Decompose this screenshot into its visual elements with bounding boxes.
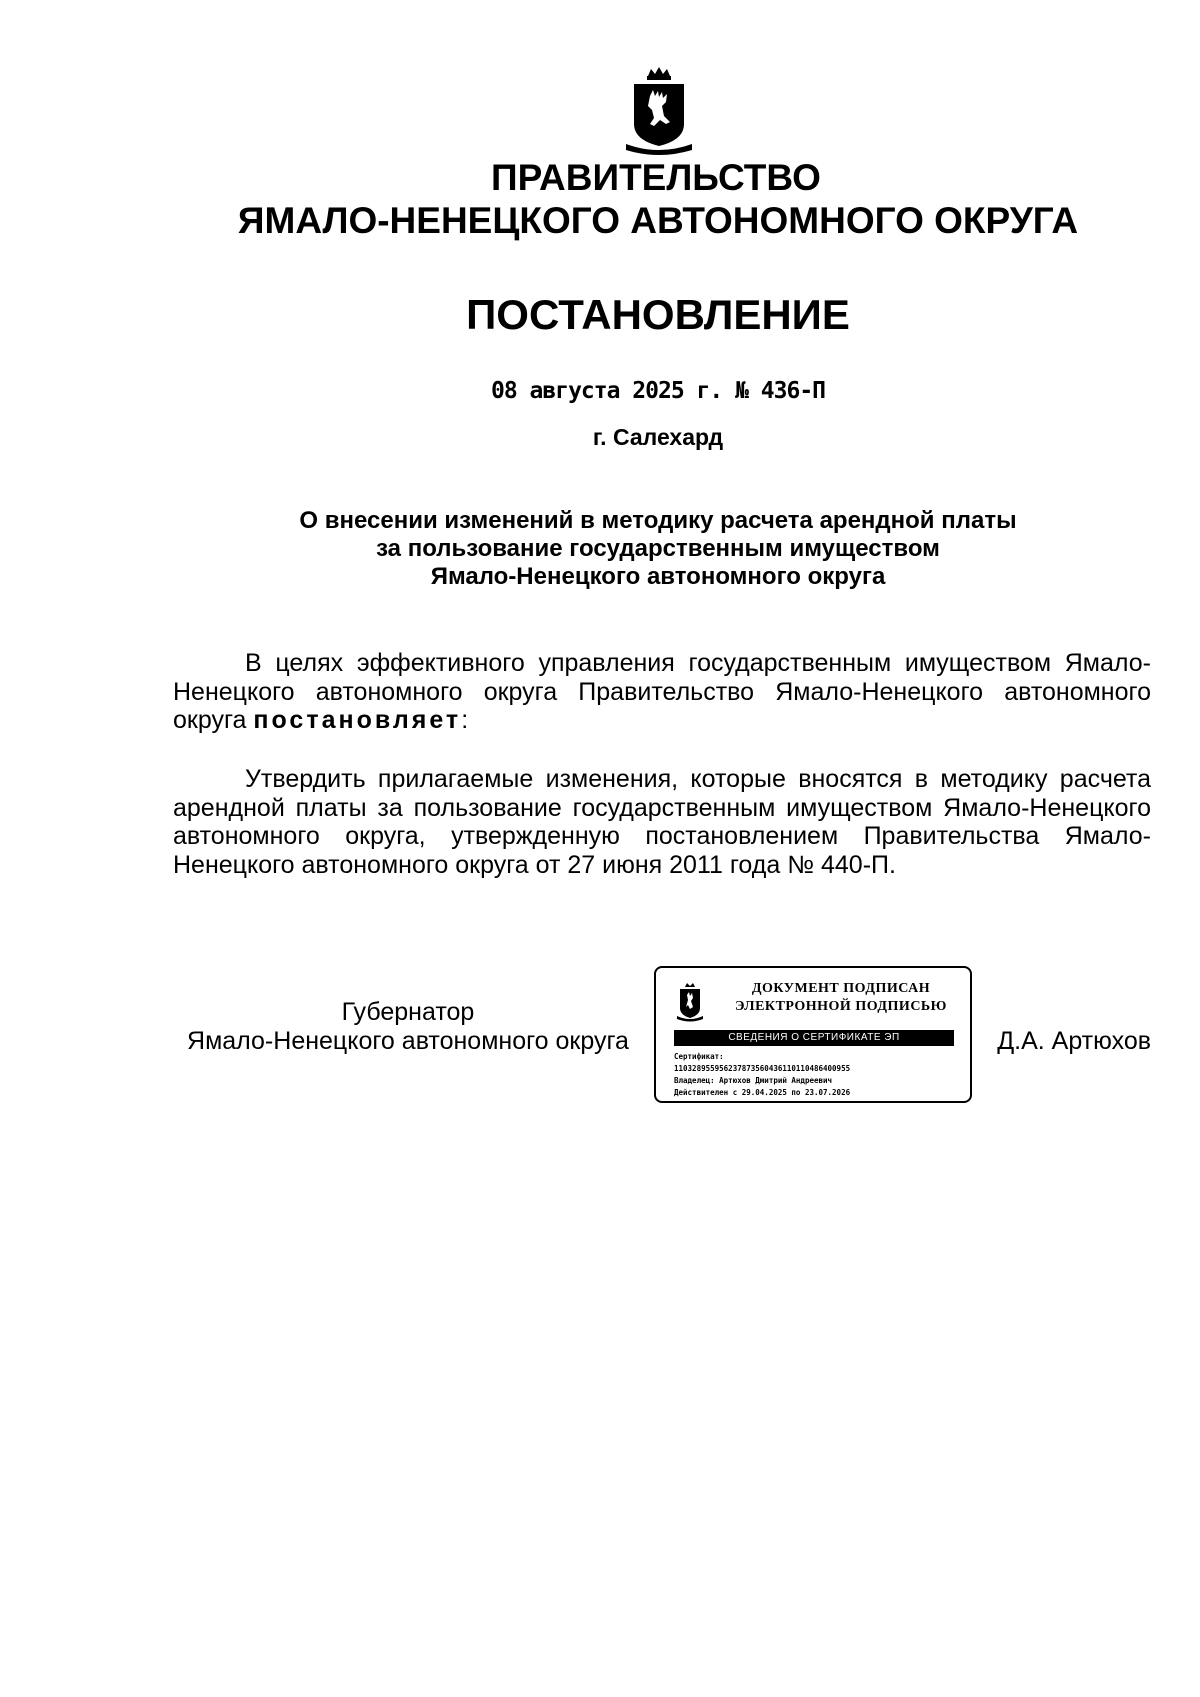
document-subject <box>0 507 1200 591</box>
stamp-certificate-bar: СВЕДЕНИЯ О СЕРТИФИКАТЕ ЭП <box>674 1030 954 1046</box>
position-line: Губернатор <box>341 998 475 1026</box>
coat-of-arms-icon <box>620 66 698 156</box>
electronic-signature-stamp <box>654 966 972 1103</box>
signatory-name: Д.А. Артюхов <box>997 1027 1151 1055</box>
coat-of-arms-icon <box>676 982 704 1022</box>
document-city: г. Салехард <box>592 424 724 450</box>
preamble-paragraph <box>173 649 1151 735</box>
subject-line: за пользование государственным имуществом <box>376 535 940 562</box>
resolution-paragraph: Утвердить прилагаемые изменения, которые вносятся в методику расчета арендной платы за пользование государственным имуществом Ямало-Ненецкого автономного округа, утвержденную постановлением Правительства Ямало-Ненецкого автономного округа от 27 июня 2011 года № 440-П. <box>173 765 1151 879</box>
document-type: ПОСТАНОВЛЕНИЕ <box>466 291 850 338</box>
document-date-number: 08 августа 2025 г. № 436-П <box>490 378 826 404</box>
preamble-colon: : <box>461 706 469 734</box>
subject-line: Ямало-Ненецкого автономного округа <box>430 563 886 590</box>
signatory-position <box>173 998 643 1056</box>
government-title-line1: ПРАВИТЕЛЬСТВО <box>491 157 821 198</box>
position-line: Ямало-Ненецкого автономного округа <box>187 1027 629 1055</box>
stamp-title <box>726 980 956 1016</box>
stamp-certificate-info <box>674 1051 959 1099</box>
subject-line: О внесении изменений в методику расчета арендной платы <box>299 507 1017 534</box>
preamble-text: В целях эффективного управления государственным имуществом Ямало-Ненецкого автономного округа Правительство Ямало-Ненецкого автономного округа <box>173 649 1151 734</box>
certificate-number: 110328955956237873560436110110486400955 <box>674 1064 851 1073</box>
certificate-label: Сертификат: <box>674 1052 724 1061</box>
certificate-owner: Владелец: Артюхов Дмитрий Андреевич <box>674 1076 833 1085</box>
certificate-validity: Действителен с 29.04.2025 по 23.07.2026 <box>674 1088 851 1097</box>
government-title-line2: ЯМАЛО-НЕНЕЦКОГО АВТОНОМНОГО ОКРУГА <box>237 200 1079 241</box>
stamp-title-line: ДОКУМЕНТ ПОДПИСАН <box>751 981 931 996</box>
resolves-keyword: постановляет <box>253 706 462 734</box>
stamp-title-line: ЭЛЕКТРОННОЙ ПОДПИСЬЮ <box>735 999 947 1014</box>
